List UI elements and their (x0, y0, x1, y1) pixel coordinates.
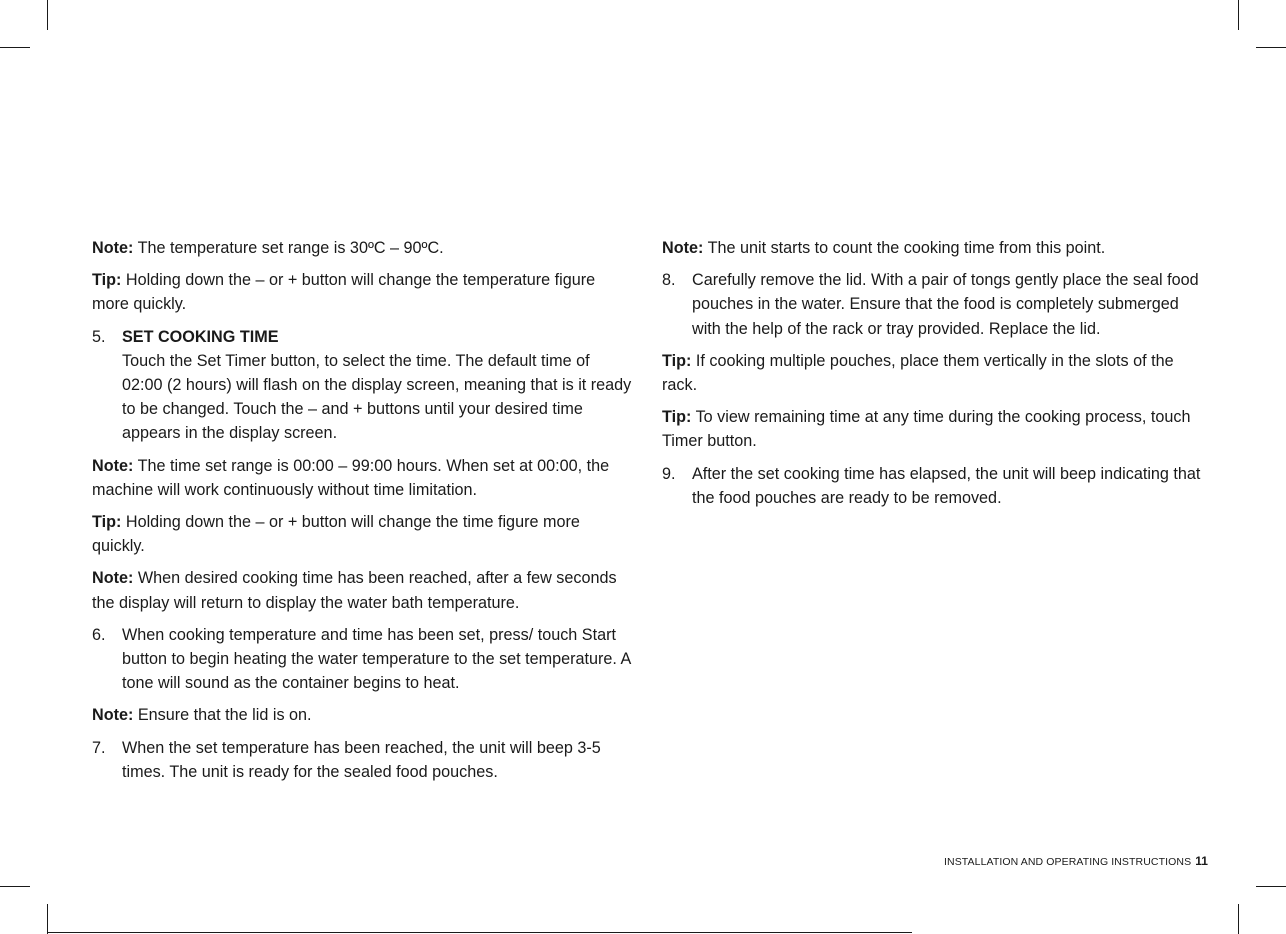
page-footer (944, 854, 1208, 868)
step-7: 7. When the set temperature has been reached, the unit will beep 3-5 times. The unit is ready for the sealed food pouches. (92, 738, 601, 781)
step-9: 9. After the set cooking time has elapsed, the unit will beep indicating that the food pouches are ready to be removed. (662, 464, 1201, 507)
crop-mark-top-right-v (1238, 0, 1239, 30)
right-column (662, 236, 1202, 518)
tip-remaining-time: Tip: To view remaining time at any time during the cooking process, touch Timer button. (662, 408, 1191, 451)
crop-mark-bottom-left-v (47, 904, 48, 934)
step-5-text: Touch the Set Timer button, to select the time. The default time of 02:00 (2 hours) will flash on the display screen, meaning that is it ready to be changed. Touch the – and + buttons until your desired time appears in the display screen. (122, 351, 632, 443)
crop-mark-top-left-v (47, 0, 48, 30)
tip-time-quick: Tip: Holding down the – or + button will change the time figure more quickly. (92, 513, 580, 556)
page-number: 11 (1195, 854, 1209, 868)
step-5-heading: SET COOKING TIME (122, 327, 279, 346)
crop-mark-bottom-left-h (0, 886, 30, 887)
bleed-line-bottom (48, 932, 912, 933)
crop-mark-top-left-h (0, 47, 30, 48)
note-time-range: Note: The time set range is 00:00 – 99:00 hours. When set at 00:00, the machine will work continuously without time limitation. (92, 456, 610, 499)
crop-mark-top-right-h (1256, 47, 1286, 48)
tip-temperature-quick: Tip: Holding down the – or + button will change the temperature figure more quickly. (92, 271, 596, 314)
step-8: 8. Carefully remove the lid. With a pair of tongs gently place the seal food pouches in the water. Ensure that the food is completely submerged with the help of the rack or tray provided. Replace the lid. (662, 271, 1199, 338)
crop-mark-bottom-right-v (1238, 904, 1239, 934)
step-5: 5. SET COOKING TIME Touch the Set Timer button, to select the time. The default time of 02:00 (2 hours) will flash on the display screen, meaning that is it ready to be changed. Touch the – and + buttons until your desired time appears in the display screen. (92, 325, 632, 446)
note-count-start: Note: The unit starts to count the cooking time from this point. (662, 239, 1106, 257)
note-lid-on: Note: Ensure that the lid is on. (92, 706, 312, 725)
crop-mark-bottom-right-h (1256, 886, 1286, 887)
left-column (92, 236, 632, 792)
tip-multiple-pouches: Tip: If cooking multiple pouches, place them vertically in the slots of the rack. (662, 351, 1174, 395)
step-6: 6. When cooking temperature and time has been set, press/ touch Start button to begin heating the water temperature to the set temperature. A tone will sound as the container begins to heat. (92, 625, 631, 693)
note-temperature-range: Note: The temperature set range is 30ºC – 90ºC. (92, 239, 444, 257)
note-display-return: Note: When desired cooking time has been reached, after a few seconds the display will return to display the water bath temperature. (92, 569, 617, 612)
footer-title: INSTALLATION AND OPERATING INSTRUCTIONS (944, 856, 1192, 868)
